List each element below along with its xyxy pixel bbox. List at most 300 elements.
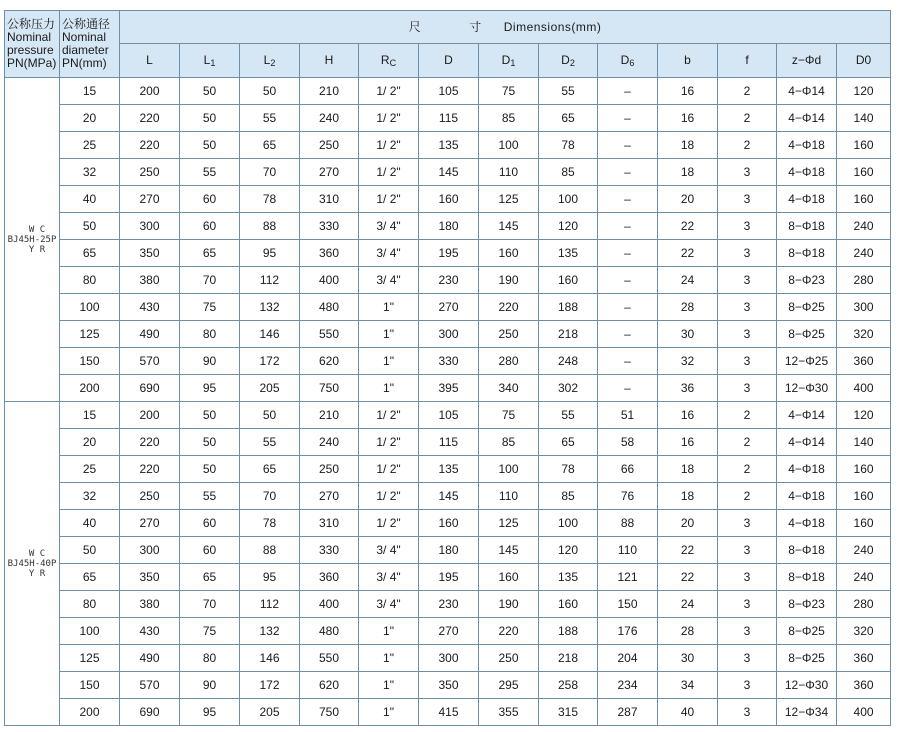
table-cell: 145 [419,483,479,510]
table-cell: 78 [539,132,598,159]
table-row [5,645,891,672]
table-cell: 195 [419,240,479,267]
column-header-label: D [444,53,453,67]
nominal-diameter-cell: 20 [60,429,120,456]
table-cell: 315 [539,699,598,726]
table-cell: 430 [120,294,180,321]
table-cell: – [598,159,658,186]
table-cell: – [598,213,658,240]
column-header-label: D [501,52,511,67]
table-cell: 50 [180,429,240,456]
table-cell: 270 [419,294,479,321]
table-cell: 50 [180,105,240,132]
nominal-diameter-cell: 125 [60,645,120,672]
table-cell: 250 [120,159,180,186]
header-nominal-diameter: 公称通径 Nominal diameter PN(mm) [60,11,120,78]
table-cell: 88 [240,213,300,240]
nominal-diameter-cell: 150 [60,672,120,699]
table-cell: 400 [300,267,359,294]
table-cell: 115 [419,429,479,456]
table-cell: 4−Φ18 [777,483,837,510]
model-material-bottom: Y R [28,568,46,579]
table-cell: 3/ 4" [359,213,419,240]
nominal-diameter-cell: 15 [60,402,120,429]
column-header [479,44,539,78]
table-cell: 80 [180,645,240,672]
table-cell: 70 [240,159,300,186]
table-row [5,294,891,321]
header-dimensions: 尺 寸 Dimensions(mm) [120,11,891,44]
column-header-label: H [324,53,334,67]
table-cell: 8−Φ23 [777,267,837,294]
table-cell: 8−Φ25 [777,321,837,348]
table-cell: 210 [300,402,359,429]
table-cell: 490 [120,321,180,348]
table-cell: 60 [180,213,240,240]
model-cell [5,78,60,402]
table-cell: 172 [240,348,300,375]
table-cell: 135 [419,132,479,159]
model-cell [5,402,60,726]
table-cell: 112 [240,267,300,294]
table-cell: 220 [479,618,539,645]
table-cell: 78 [240,510,300,537]
table-cell: 85 [479,105,539,132]
table-cell: 4−Φ14 [777,105,837,132]
table-cell: 220 [120,132,180,159]
table-cell: 50 [180,402,240,429]
table-cell: 24 [658,591,718,618]
column-header-label: L [203,52,211,67]
column-header-label: D [561,52,570,67]
table-cell: 395 [419,375,479,402]
table-cell: 8−Φ18 [777,537,837,564]
nominal-diameter-cell: 50 [60,213,120,240]
table-cell: 160 [419,186,479,213]
table-cell: 60 [180,510,240,537]
table-cell: 400 [300,591,359,618]
table-cell: 2 [718,78,777,105]
column-header-subscript: 2 [569,57,575,68]
table-cell: 145 [479,537,539,564]
table-cell: 8−Φ23 [777,591,837,618]
table-cell: 70 [180,267,240,294]
table-cell: 480 [300,294,359,321]
table-row [5,456,891,483]
table-row [5,564,891,591]
table-cell: 18 [658,456,718,483]
table-cell: 350 [419,672,479,699]
table-cell: 2 [718,483,777,510]
column-header [120,44,180,78]
table-cell: 85 [539,159,598,186]
table-row [5,78,891,105]
nominal-diameter-cell: 100 [60,294,120,321]
table-cell: 160 [479,240,539,267]
table-cell: 8−Φ18 [777,564,837,591]
table-cell: 1" [359,321,419,348]
table-cell: 300 [419,321,479,348]
table-cell: 248 [539,348,598,375]
table-cell: 210 [300,78,359,105]
table-cell: 230 [419,267,479,294]
table-cell: 75 [479,78,539,105]
table-row [5,267,891,294]
table-cell: 280 [837,591,891,618]
table-cell: – [598,267,658,294]
table-cell: 8−Φ18 [777,240,837,267]
table-cell: 300 [419,645,479,672]
table-cell: 218 [539,645,598,672]
table-cell: – [598,321,658,348]
table-cell: 280 [479,348,539,375]
table-cell: 75 [479,402,539,429]
table-cell: 400 [837,699,891,726]
column-header-label: L [146,53,153,67]
table-cell: 100 [539,186,598,213]
table-cell: 55 [539,78,598,105]
table-cell: 18 [658,159,718,186]
column-header-label: f [745,53,749,67]
table-row [5,105,891,132]
table-cell: 150 [598,591,658,618]
table-cell: 16 [658,429,718,456]
nominal-diameter-cell: 15 [60,78,120,105]
table-cell: 220 [120,105,180,132]
column-header-subscript: C [389,57,397,68]
table-cell: 176 [598,618,658,645]
table-cell: 250 [120,483,180,510]
table-row [5,699,891,726]
table-cell: 1/ 2" [359,105,419,132]
table-cell: 3 [718,240,777,267]
nominal-diameter-cell: 200 [60,375,120,402]
table-cell: 95 [180,375,240,402]
table-cell: 200 [120,78,180,105]
table-cell: 4−Φ18 [777,510,837,537]
table-cell: 330 [300,213,359,240]
table-cell: 55 [180,159,240,186]
table-cell: 1/ 2" [359,510,419,537]
column-header [658,44,718,78]
table-cell: 66 [598,456,658,483]
table-cell: 188 [539,294,598,321]
table-cell: 76 [598,483,658,510]
table-cell: 3 [718,591,777,618]
table-cell: 240 [300,105,359,132]
table-cell: 95 [180,699,240,726]
table-cell: 55 [180,483,240,510]
table-cell: 300 [837,294,891,321]
column-header [718,44,777,78]
table-cell: 22 [658,564,718,591]
table-cell: 188 [539,618,598,645]
table-cell: 270 [120,186,180,213]
table-cell: 550 [300,321,359,348]
table-cell: 360 [837,348,891,375]
table-cell: 28 [658,294,718,321]
table-cell: 3 [718,294,777,321]
table-cell: 3 [718,618,777,645]
table-cell: 22 [658,213,718,240]
table-cell: 12−Φ30 [777,375,837,402]
table-cell: 300 [120,213,180,240]
column-header-label: b [684,53,691,67]
model-material-top: W C [28,548,46,559]
table-cell: 36 [658,375,718,402]
table-cell: 240 [300,429,359,456]
table-cell: – [598,240,658,267]
table-cell: 8−Φ25 [777,645,837,672]
column-header-label: R [380,52,390,67]
table-cell: 2 [718,105,777,132]
table-cell: 200 [120,402,180,429]
table-cell: 110 [479,159,539,186]
table-header [5,11,891,78]
table-cell: 110 [479,483,539,510]
table-body [5,78,891,726]
table-cell: 30 [658,321,718,348]
nominal-diameter-cell: 32 [60,159,120,186]
table-cell: 65 [240,456,300,483]
table-cell: 310 [300,186,359,213]
table-cell: 140 [837,429,891,456]
table-cell: 360 [300,240,359,267]
table-row [5,402,891,429]
table-cell: 4−Φ18 [777,456,837,483]
table-cell: 220 [479,294,539,321]
table-cell: 88 [598,510,658,537]
table-cell: 270 [419,618,479,645]
table-row [5,483,891,510]
table-cell: – [598,294,658,321]
table-cell: 12−Φ25 [777,348,837,375]
table-cell: 240 [837,537,891,564]
model-material-bottom: Y R [28,244,46,255]
table-cell: 1" [359,699,419,726]
table-cell: 160 [837,456,891,483]
table-cell: 205 [240,699,300,726]
table-cell: 50 [180,78,240,105]
table-cell: 3 [718,699,777,726]
table-cell: 3 [718,348,777,375]
table-cell: 16 [658,78,718,105]
table-cell: 55 [240,105,300,132]
table-cell: 3 [718,375,777,402]
column-header-label: D0 [855,53,872,67]
table-cell: 20 [658,186,718,213]
table-cell: 2 [718,402,777,429]
table-cell: 220 [120,429,180,456]
table-cell: 85 [479,429,539,456]
table-cell: 28 [658,618,718,645]
table-cell: 58 [598,429,658,456]
table-cell: 65 [240,132,300,159]
table-cell: 18 [658,132,718,159]
table-cell: 302 [539,375,598,402]
table-cell: 34 [658,672,718,699]
table-cell: 50 [180,456,240,483]
table-cell: 570 [120,672,180,699]
nominal-diameter-cell: 65 [60,240,120,267]
table-cell: 70 [240,483,300,510]
table-cell: 330 [419,348,479,375]
dimensions-table [4,10,891,726]
table-cell: 360 [837,672,891,699]
table-cell: 320 [837,321,891,348]
table-cell: – [598,105,658,132]
table-cell: 190 [479,267,539,294]
table-cell: 140 [837,105,891,132]
column-header-subscript: 1 [210,57,216,68]
table-cell: 280 [837,267,891,294]
column-header-subscript: 2 [270,57,276,68]
column-header-row [5,44,891,78]
table-cell: 12−Φ34 [777,699,837,726]
table-cell: 40 [658,699,718,726]
table-cell: 120 [539,537,598,564]
table-cell: 70 [180,591,240,618]
table-cell: – [598,375,658,402]
table-cell: 1" [359,618,419,645]
table-cell: 145 [419,159,479,186]
table-cell: 80 [180,321,240,348]
table-cell: 690 [120,375,180,402]
table-cell: 160 [837,510,891,537]
table-cell: 1" [359,375,419,402]
table-cell: 350 [120,564,180,591]
table-cell: 100 [539,510,598,537]
table-row [5,591,891,618]
table-cell: 132 [240,294,300,321]
column-header [837,44,891,78]
table-cell: 22 [658,537,718,564]
table-cell: 50 [240,402,300,429]
table-cell: 3 [718,186,777,213]
table-row [5,618,891,645]
table-cell: 1/ 2" [359,483,419,510]
table-cell: 240 [837,240,891,267]
table-cell: 32 [658,348,718,375]
nominal-diameter-cell: 50 [60,537,120,564]
table-row [5,429,891,456]
table-cell: 250 [300,456,359,483]
table-cell: 2 [718,429,777,456]
table-cell: 125 [479,186,539,213]
table-cell: 4−Φ14 [777,429,837,456]
table-cell: 121 [598,564,658,591]
nominal-diameter-cell: 80 [60,267,120,294]
table-cell: – [598,78,658,105]
table-cell: 95 [240,564,300,591]
table-cell: 4−Φ14 [777,402,837,429]
table-cell: 160 [837,132,891,159]
table-cell: 55 [539,402,598,429]
table-cell: 2 [718,456,777,483]
table-cell: 3 [718,213,777,240]
table-cell: 750 [300,375,359,402]
table-cell: 3 [718,645,777,672]
model-material-top: W C [28,224,46,235]
table-row [5,186,891,213]
table-cell: 270 [300,159,359,186]
table-cell: 350 [120,240,180,267]
table-cell: 160 [837,186,891,213]
dimensions-table-container [4,10,891,726]
table-cell: 430 [120,618,180,645]
table-cell: 230 [419,591,479,618]
table-row [5,375,891,402]
table-cell: 330 [300,537,359,564]
column-header [240,44,300,78]
table-cell: 750 [300,699,359,726]
table-cell: 100 [479,456,539,483]
column-header-label: z−Φd [791,53,822,67]
table-cell: 380 [120,267,180,294]
table-cell: 180 [419,213,479,240]
table-cell: 120 [539,213,598,240]
table-cell: 1" [359,348,419,375]
table-cell: 3/ 4" [359,267,419,294]
table-cell: 204 [598,645,658,672]
table-cell: 415 [419,699,479,726]
table-cell: 220 [120,456,180,483]
table-row [5,132,891,159]
table-cell: 125 [479,510,539,537]
table-cell: 250 [479,645,539,672]
model-code: BJ45H-40P [7,558,57,569]
table-cell: 3 [718,564,777,591]
nominal-diameter-cell: 65 [60,564,120,591]
table-row [5,510,891,537]
nominal-diameter-cell: 80 [60,591,120,618]
table-row [5,321,891,348]
table-cell: 1" [359,294,419,321]
table-cell: 1/ 2" [359,159,419,186]
table-cell: 105 [419,78,479,105]
table-cell: 135 [539,564,598,591]
table-cell: 75 [180,618,240,645]
table-cell: 360 [837,645,891,672]
table-cell: 50 [240,78,300,105]
nominal-diameter-cell: 25 [60,456,120,483]
table-cell: 1/ 2" [359,132,419,159]
column-header-label: D [620,52,630,67]
table-cell: 320 [837,618,891,645]
nominal-diameter-cell: 125 [60,321,120,348]
table-cell: 195 [419,564,479,591]
column-header [359,44,419,78]
table-cell: 295 [479,672,539,699]
table-cell: 88 [240,537,300,564]
table-cell: 1/ 2" [359,429,419,456]
nominal-diameter-cell: 150 [60,348,120,375]
table-cell: 258 [539,672,598,699]
table-row [5,672,891,699]
table-cell: 12−Φ30 [777,672,837,699]
table-cell: 60 [180,537,240,564]
column-header-subscript: 1 [510,57,516,68]
table-cell: 55 [240,429,300,456]
table-cell: 90 [180,672,240,699]
model-code: BJ45H-25P [7,234,57,245]
table-cell: 146 [240,321,300,348]
table-cell: 95 [240,240,300,267]
table-cell: 1/ 2" [359,402,419,429]
table-cell: 234 [598,672,658,699]
table-cell: 8−Φ25 [777,618,837,645]
column-header-subscript: 6 [629,57,635,68]
